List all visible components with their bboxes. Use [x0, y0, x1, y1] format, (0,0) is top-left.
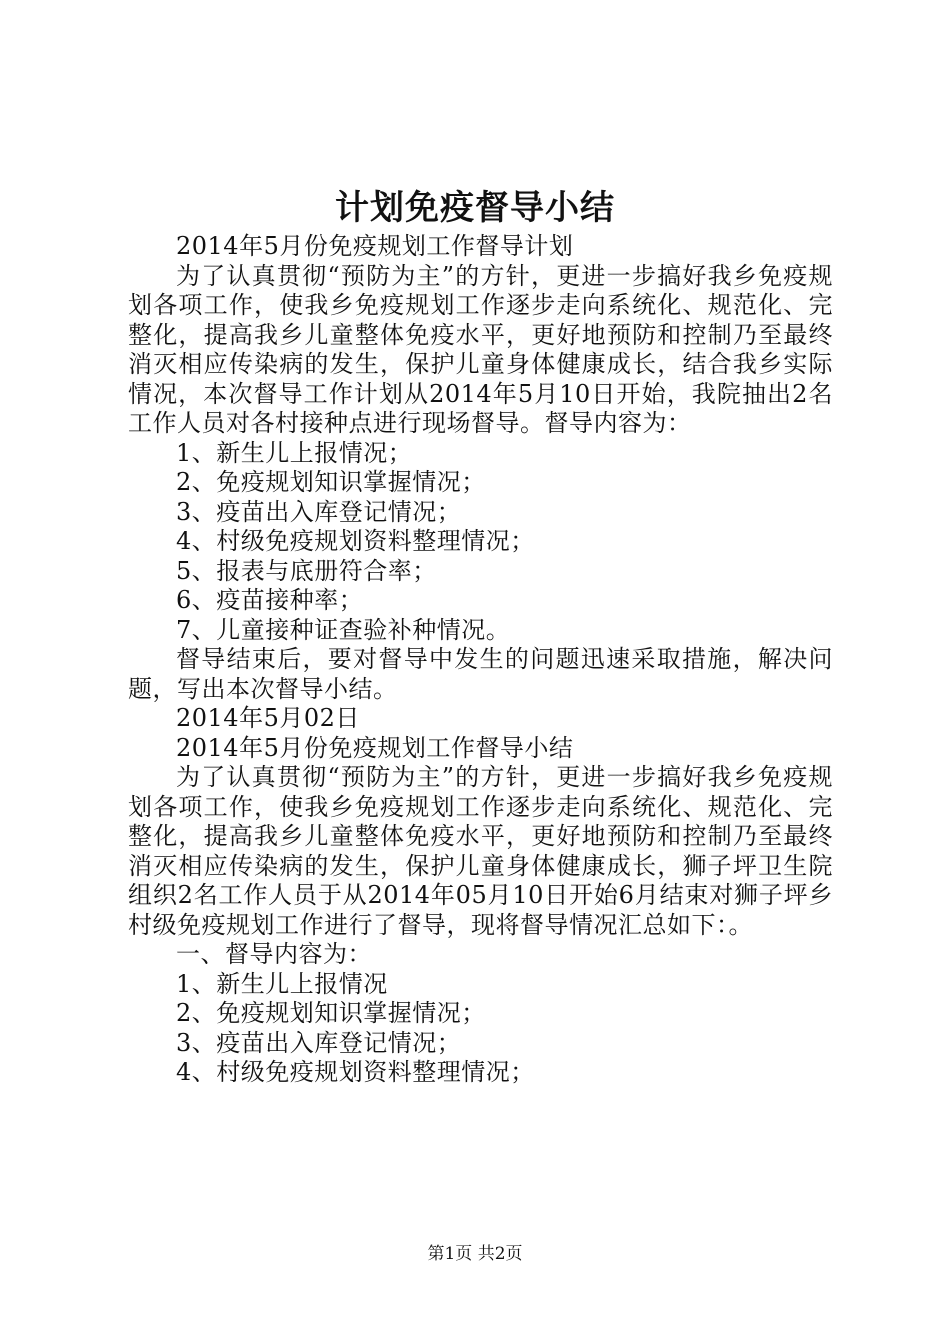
- summary-heading: 2014年5月份免疫规划工作督导小结: [176, 733, 574, 762]
- summary-list-item-4: 4、村级免疫规划资料整理情况；: [176, 1058, 535, 1086]
- plan-heading: 2014年5月份免疫规划工作督导计划: [176, 232, 574, 260]
- document-title: 计划免疫督导小结: [335, 188, 615, 228]
- plan-list-item-6: 6、疫苗接种率；: [176, 586, 364, 614]
- summary-intro-paragraph: 为了认真贯彻“预防为主”的方针，更进一步搞好我乡免疫规划各项工作，使我乡免疫规划工作逐步走向系统化、规范化、完整化，提高我乡儿童整体免疫水平，更好地预防和控制乃至最终消灭相应传染病的发生，保护儿童身体健康成长，狮子坪卫生院组织2名工作人员于从2014年05月10日开始6月结束对狮子坪乡村级免疫规划工作进行了督导，现将督导情况汇总如下：。: [128, 763, 833, 939]
- summary-list-item-1: 1、新生儿上报情况: [176, 969, 388, 998]
- document-body: [128, 232, 833, 1088]
- plan-list-item-3: 3、疫苗出入库登记情况；: [176, 497, 462, 526]
- summary-list-item-2: 2、免疫规划知识掌握情况；: [176, 999, 486, 1027]
- summary-section-heading: 一、督导内容为：: [176, 940, 372, 968]
- plan-list-item-7: 7、儿童接种证查验补种情况。: [176, 615, 511, 644]
- plan-closing-paragraph: 督导结束后，要对督导中发生的问题迅速采取措施，解决问题，写出本次督导小结。: [128, 645, 833, 703]
- plan-list-item-1: 1、新生儿上报情况；: [176, 438, 413, 467]
- plan-date: 2014年5月02日: [176, 704, 360, 732]
- plan-list-item-2: 2、免疫规划知识掌握情况；: [176, 468, 486, 496]
- plan-list-item-4: 4、村级免疫规划资料整理情况；: [176, 527, 535, 555]
- plan-list-item-5: 5、报表与底册符合率；: [176, 556, 437, 585]
- plan-intro-paragraph: 为了认真贯彻“预防为主”的方针，更进一步搞好我乡免疫规划各项工作，使我乡免疫规划工作逐步走向系统化、规范化、完整化，提高我乡儿童整体免疫水平，更好地预防和控制乃至最终消灭相应传染病的发生，保护儿童身体健康成长，结合我乡实际情况，本次督导工作计划从2014年5月10日开始，我院抽出2名工作人员对各村接种点进行现场督导。督导内容为：: [128, 261, 833, 437]
- summary-list-item-3: 3、疫苗出入库登记情况；: [176, 1028, 462, 1057]
- page-number-footer: 第1页 共2页: [427, 1244, 523, 1264]
